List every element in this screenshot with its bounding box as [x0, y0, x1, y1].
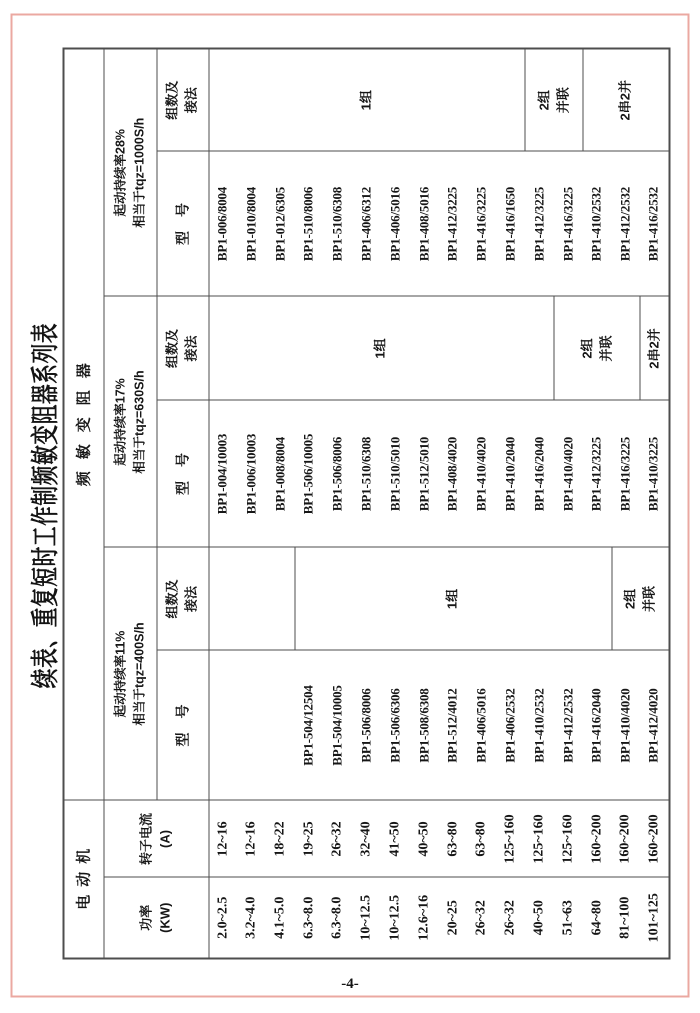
cell-g11-2组并联 [611, 547, 669, 650]
cell-model11-10: BP1-406/5016 [467, 650, 496, 800]
header-row-sections [63, 48, 103, 958]
header-current-line2: (A) [156, 829, 172, 848]
cell-model17-14: BP1-412/3225 [582, 400, 611, 547]
cell-model28-6: BP1-406/6312 [352, 151, 381, 296]
header-groups-2-line2: 接法 [183, 334, 198, 361]
cell-g17-2串2并: 2串2并 [640, 296, 669, 400]
header-model-2: 型 号 [156, 400, 208, 547]
header-model-3: 型 号 [156, 151, 208, 296]
cell-current-11: 125~160 [496, 800, 525, 877]
cell-current-4: 19~25 [294, 800, 323, 877]
cell-model11-5: BP1-504/10005 [323, 650, 352, 800]
cell-g28-2串2并: 2串2并 [582, 48, 668, 151]
cell-model28-15: BP1-412/2532 [611, 151, 640, 296]
cell-model28-2: BP1-010/8004 [237, 151, 266, 296]
cell-power-7: 10~12.5 [381, 877, 410, 958]
header-groups-3 [156, 48, 208, 151]
header-duty-3 [103, 48, 156, 296]
cell-model17-12: BP1-416/2040 [525, 400, 554, 547]
cell-model28-4: BP1-510/8006 [294, 151, 323, 296]
cell-power-13: 51~63 [554, 877, 583, 958]
cell-power-11: 26~32 [496, 877, 525, 958]
cell-g28-2组并联-line1: 2组 [535, 89, 551, 110]
cell-power-9: 20~25 [438, 877, 467, 958]
cell-g17-1组: 1组 [208, 296, 554, 400]
cell-current-16: 160~200 [640, 800, 669, 877]
cell-model11-14: BP1-416/2040 [582, 650, 611, 800]
cell-current-6: 32~40 [352, 800, 381, 877]
cell-model11-empty [208, 650, 294, 800]
cell-model11-15: BP1-410/4020 [611, 650, 640, 800]
cell-model17-15: BP1-416/3225 [611, 400, 640, 547]
header-current-line1: 转子电流 [137, 812, 153, 865]
cell-g11-2组并联-line1: 2组 [621, 588, 637, 609]
table-row-14 [582, 48, 611, 958]
table-row-4 [294, 48, 323, 958]
cell-model17-13: BP1-410/4020 [554, 400, 583, 547]
header-duty-1-line2: 相当于tqz=400S/h [131, 621, 146, 726]
cell-model11-7: BP1-506/6306 [381, 650, 410, 800]
table-title: 续表、重复短时工作制频敏变阻器系列表 [29, 322, 60, 688]
cell-current-3: 18~22 [266, 800, 295, 877]
table-row-2 [237, 48, 266, 958]
cell-power-16: 101~125 [640, 877, 669, 958]
table-row-1 [208, 48, 237, 958]
cell-g17-2组并联 [554, 296, 640, 400]
header-duty-1 [103, 547, 156, 800]
table-row-10 [467, 48, 496, 958]
header-groups-3-line1: 组数及 [164, 80, 180, 120]
series-table-container [62, 47, 670, 959]
cell-power-14: 64~80 [582, 877, 611, 958]
cell-g17-2组并联-line2: 并联 [597, 334, 613, 361]
cell-model28-14: BP1-410/2532 [582, 151, 611, 296]
cell-current-13: 125~160 [554, 800, 583, 877]
header-groups-2-line1: 组数及 [164, 328, 180, 368]
header-power [103, 877, 208, 958]
cell-power-1: 2.0~2.5 [208, 877, 237, 958]
cell-model17-7: BP1-510/5010 [381, 400, 410, 547]
header-groups-3-line2: 接法 [183, 86, 198, 113]
cell-current-15: 160~200 [611, 800, 640, 877]
cell-model11-12: BP1-410/2532 [525, 650, 554, 800]
series-table [62, 47, 670, 959]
cell-model17-2: BP1-006/10003 [237, 400, 266, 547]
cell-power-3: 4.1~5.0 [266, 877, 295, 958]
cell-model28-11: BP1-416/1650 [496, 151, 525, 296]
cell-model17-9: BP1-408/4020 [438, 400, 467, 547]
header-power-line2: (KW) [156, 902, 172, 933]
cell-current-12: 125~160 [525, 800, 554, 877]
cell-g11-2组并联-line2: 并联 [640, 585, 656, 612]
cell-model11-11: BP1-406/2532 [496, 650, 525, 800]
cell-power-4: 6.3~8.0 [294, 877, 323, 958]
table-row-16 [640, 48, 669, 958]
cell-g11-1组: 1组 [294, 547, 611, 650]
cell-model28-13: BP1-416/3225 [554, 151, 583, 296]
table-row-9 [438, 48, 467, 958]
cell-model17-10: BP1-410/4020 [467, 400, 496, 547]
header-row-duty [103, 48, 156, 958]
header-duty-3-line1: 起动持续率28% [112, 128, 127, 216]
header-model-1: 型 号 [156, 650, 208, 800]
cell-model11-4: BP1-504/12504 [294, 650, 323, 800]
cell-model17-3: BP1-008/8004 [266, 400, 295, 547]
cell-model11-6: BP1-506/8006 [352, 650, 381, 800]
cell-power-5: 6.3~8.0 [323, 877, 352, 958]
page-number: -4- [341, 976, 359, 992]
cell-model17-16: BP1-410/3225 [640, 400, 669, 547]
cell-model28-1: BP1-006/8004 [208, 151, 237, 296]
cell-power-15: 81~100 [611, 877, 640, 958]
cell-model11-8: BP1-508/6308 [410, 650, 439, 800]
header-groups-1 [156, 547, 208, 650]
cell-power-10: 26~32 [467, 877, 496, 958]
header-duty-2-line2: 相当于tqz=630S/h [131, 369, 146, 474]
cell-model17-11: BP1-410/2040 [496, 400, 525, 547]
table-row-15 [611, 48, 640, 958]
cell-current-2: 12~16 [237, 800, 266, 877]
header-current [103, 800, 208, 877]
cell-model17-4: BP1-506/10005 [294, 400, 323, 547]
cell-current-8: 40~50 [410, 800, 439, 877]
table-row-11 [496, 48, 525, 958]
cell-current-9: 63~80 [438, 800, 467, 877]
cell-power-2: 3.2~4.0 [237, 877, 266, 958]
cell-model28-3: BP1-012/6305 [266, 151, 295, 296]
cell-model17-1: BP1-004/10003 [208, 400, 237, 547]
cell-current-14: 160~200 [582, 800, 611, 877]
header-duty-2-line1: 起动持续率17% [112, 377, 127, 466]
cell-g11-empty [208, 547, 294, 650]
header-groups-2 [156, 296, 208, 400]
cell-power-8: 12.6~16 [410, 877, 439, 958]
cell-model28-7: BP1-406/5016 [381, 151, 410, 296]
cell-g28-1组: 1组 [208, 48, 525, 151]
cell-model11-13: BP1-412/2532 [554, 650, 583, 800]
table-row-5 [323, 48, 352, 958]
cell-g28-2组并联 [525, 48, 583, 151]
header-resistor: 频敏变阻器 [63, 48, 103, 800]
table-row-13 [554, 48, 583, 958]
cell-power-6: 10~12.5 [352, 877, 381, 958]
cell-current-10: 63~80 [467, 800, 496, 877]
header-groups-1-line1: 组数及 [164, 578, 180, 618]
cell-model28-12: BP1-412/3225 [525, 151, 554, 296]
cell-model11-9: BP1-512/4012 [438, 650, 467, 800]
cell-model28-5: BP1-510/6308 [323, 151, 352, 296]
table-row-6 [352, 48, 381, 958]
header-motor: 电动机 [63, 800, 103, 958]
cell-model17-6: BP1-510/6308 [352, 400, 381, 547]
cell-model28-9: BP1-412/3225 [438, 151, 467, 296]
cell-g28-2组并联-line2: 并联 [554, 86, 570, 113]
table-row-7 [381, 48, 410, 958]
cell-current-1: 12~16 [208, 800, 237, 877]
cell-current-5: 26~32 [323, 800, 352, 877]
table-row-8 [410, 48, 439, 958]
header-duty-2 [103, 296, 156, 547]
table-row-12 [525, 48, 554, 958]
header-duty-3-line2: 相当于tqz=1000S/h [131, 117, 146, 228]
cell-model11-16: BP1-412/4020 [640, 650, 669, 800]
cell-g17-2组并联-line1: 2组 [578, 337, 594, 359]
cell-model28-16: BP1-416/2532 [640, 151, 669, 296]
cell-model17-5: BP1-506/8006 [323, 400, 352, 547]
header-power-line1: 功率 [137, 904, 153, 931]
cell-model17-8: BP1-512/5010 [410, 400, 439, 547]
table-row-3 [266, 48, 295, 958]
cell-model28-10: BP1-416/3225 [467, 151, 496, 296]
header-duty-1-line1: 起动持续率11% [112, 630, 127, 717]
header-groups-1-line2: 接法 [183, 585, 198, 612]
cell-current-7: 41~50 [381, 800, 410, 877]
cell-power-12: 40~50 [525, 877, 554, 958]
cell-model28-8: BP1-408/5016 [410, 151, 439, 296]
